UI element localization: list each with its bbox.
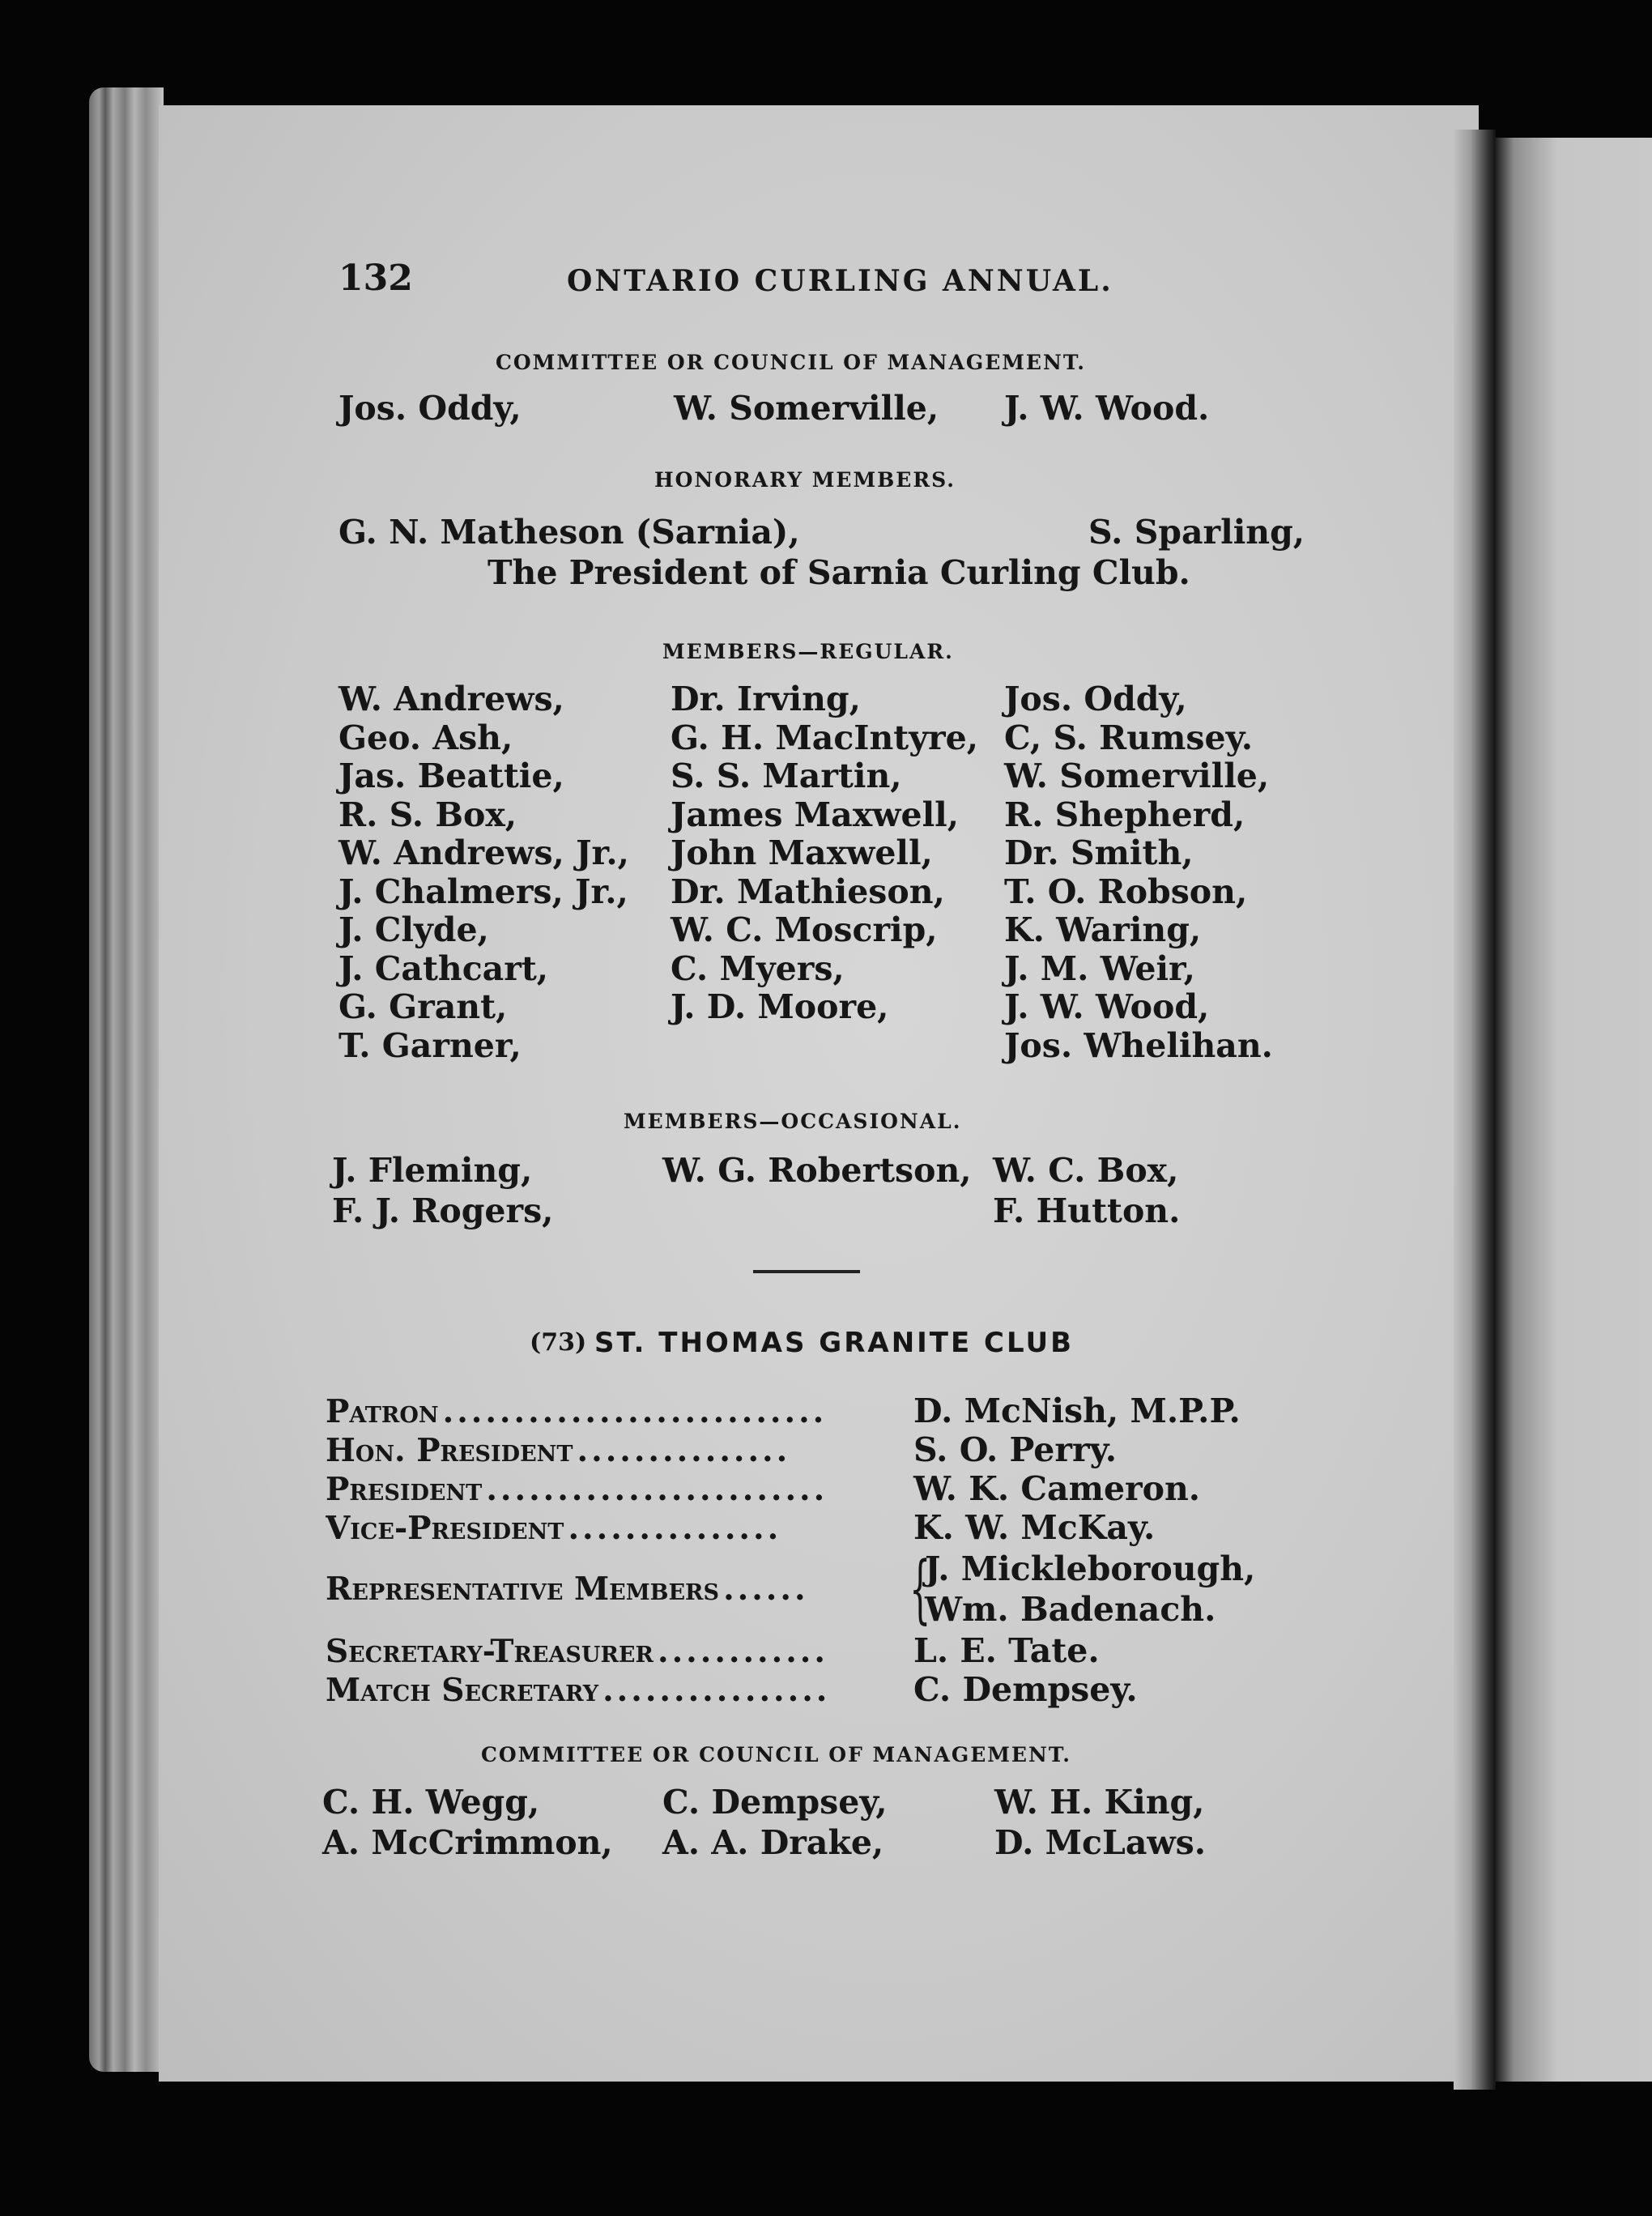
member-name: Dr. Irving, [671,680,861,718]
member-name: Jas. Beattie, [338,756,564,795]
section-divider [753,1270,860,1273]
honorary-member: S. Sparling, [1088,513,1305,552]
member-name: A. A. Drake, [662,1823,884,1862]
member-name: G. H. MacIntyre, [671,718,979,757]
member-name: C. Dempsey, [662,1783,888,1822]
dot-leader: ............... [577,1432,791,1469]
dot-leader: ...... [723,1570,809,1608]
member-name: J. Cathcart, [338,948,549,988]
st-thomas-committee-column-1 [322,1782,613,1863]
officer-row [326,1631,1255,1670]
office-title: Match Secretary [326,1672,599,1709]
dot-leader: ........................... [442,1393,828,1430]
member-name: W. C. Moscrip, [671,910,938,949]
member-name: J. Fleming, [332,1151,533,1190]
member-name: W. C. Box, [993,1151,1179,1190]
office-title: President [326,1471,483,1508]
dot-leader: ............ [658,1633,828,1670]
office-title: Patron [326,1393,439,1430]
committee-member: Jos. Oddy, [338,389,522,428]
member-name: C, S. Rumsey. [1004,718,1253,757]
member-name: S. S. Martin, [671,756,902,795]
regular-members-column-1 [338,680,629,1065]
member-name: A. McCrimmon, [322,1823,613,1862]
committee-member: W. Somerville, [674,389,939,428]
honorary-member: G. N. Matheson (Sarnia), [338,513,800,552]
office-title: Representative Members [326,1570,719,1608]
member-name: T. Garner, [338,1025,522,1065]
office-holder: S. O. Perry. [913,1430,1117,1469]
honorary-member: The President of Sarnia Curling Club. [488,553,1190,592]
occasional-members-heading: MEMBERS—OCCASIONAL. [624,1110,962,1133]
occasional-members-column-1 [332,1150,553,1231]
st-thomas-committee-column-3 [994,1782,1206,1863]
running-title: ONTARIO CURLING ANNUAL. [567,264,1113,298]
member-name: Jos. Oddy, [1004,680,1187,718]
member-name: John Maxwell, [671,833,933,872]
office-holder: D. McNish, M.P.P. [913,1391,1241,1430]
officers-list [326,1391,1255,1709]
office-title: Hon. President [326,1432,573,1469]
member-name: W. Andrews, Jr., [338,833,629,872]
member-name: C. Myers, [671,948,845,988]
office-holder: Wm. Badenach. [925,1590,1216,1629]
club-number: (73) [530,1328,587,1357]
member-name: Dr. Smith, [1004,833,1194,872]
officer-row [326,1391,1255,1430]
occasional-members-column-3 [993,1150,1180,1231]
dot-leader: ................ [602,1672,831,1709]
book-page-edges [89,87,164,2072]
office-holder: K. W. McKay. [913,1508,1156,1547]
sarnia-committee-heading: COMMITTEE OR COUNCIL OF MANAGEMENT. [496,351,1086,374]
member-name: J. D. Moore, [671,987,889,1026]
member-name: J. W. Wood, [1004,987,1210,1026]
facing-page [1495,138,1652,2082]
member-name: R. S. Box, [338,795,517,834]
dot-leader: ............... [568,1510,782,1547]
office-holder: J. Mickleborough, [925,1549,1256,1588]
officer-row [326,1469,1255,1508]
member-name: W. Somerville, [1004,756,1270,795]
st-thomas-committee-heading: COMMITTEE OR COUNCIL OF MANAGEMENT. [481,1743,1071,1766]
member-name: F. J. Rogers, [332,1191,554,1230]
regular-members-column-2 [671,680,978,1027]
brace-glyph: { [909,1545,931,1632]
club-name: ST. THOMAS GRANITE CLUB [594,1327,1074,1359]
representative-members-row [326,1547,1255,1631]
member-name: C. H. Wegg, [322,1783,540,1822]
member-name: J. Chalmers, Jr., [338,871,628,911]
member-name: W. Andrews, [338,680,564,718]
member-name: J. Clyde, [338,910,489,949]
member-name: Dr. Mathieson, [671,871,945,911]
office-title: Vice-President [326,1510,564,1547]
regular-members-column-3 [1004,680,1273,1065]
member-name: W. H. King, [994,1783,1205,1822]
regular-members-heading: MEMBERS—REGULAR. [662,640,954,663]
officer-row [326,1670,1255,1709]
honorary-heading: HONORARY MEMBERS. [654,468,956,492]
member-name: G. Grant, [338,987,508,1026]
committee-member: J. W. Wood. [1004,389,1210,428]
member-name: J. M. Weir, [1004,948,1195,988]
dot-leader: ........................ [486,1471,828,1508]
page-content [159,105,1479,2082]
office-holder: C. Dempsey. [913,1670,1138,1709]
member-name: K. Waring, [1004,910,1202,949]
st-thomas-committee-column-2 [662,1782,888,1863]
member-name: W. G. Robertson, [662,1151,972,1190]
page-number: 132 [338,258,413,299]
member-name: Jos. Whelihan. [1004,1025,1273,1065]
member-name: Geo. Ash, [338,718,513,757]
member-name: T. O. Robson, [1004,871,1248,911]
member-name: James Maxwell, [671,795,959,834]
member-name: D. McLaws. [994,1823,1207,1862]
occasional-members-column-2 [662,1150,972,1191]
office-holder: W. K. Cameron. [913,1469,1201,1508]
officer-row [326,1430,1255,1469]
member-name: F. Hutton. [993,1191,1181,1230]
member-name: R. Shepherd, [1004,795,1245,834]
office-holder: L. E. Tate. [913,1631,1100,1670]
office-title: Secretary-Treasurer [326,1633,654,1670]
officer-row [326,1508,1255,1547]
